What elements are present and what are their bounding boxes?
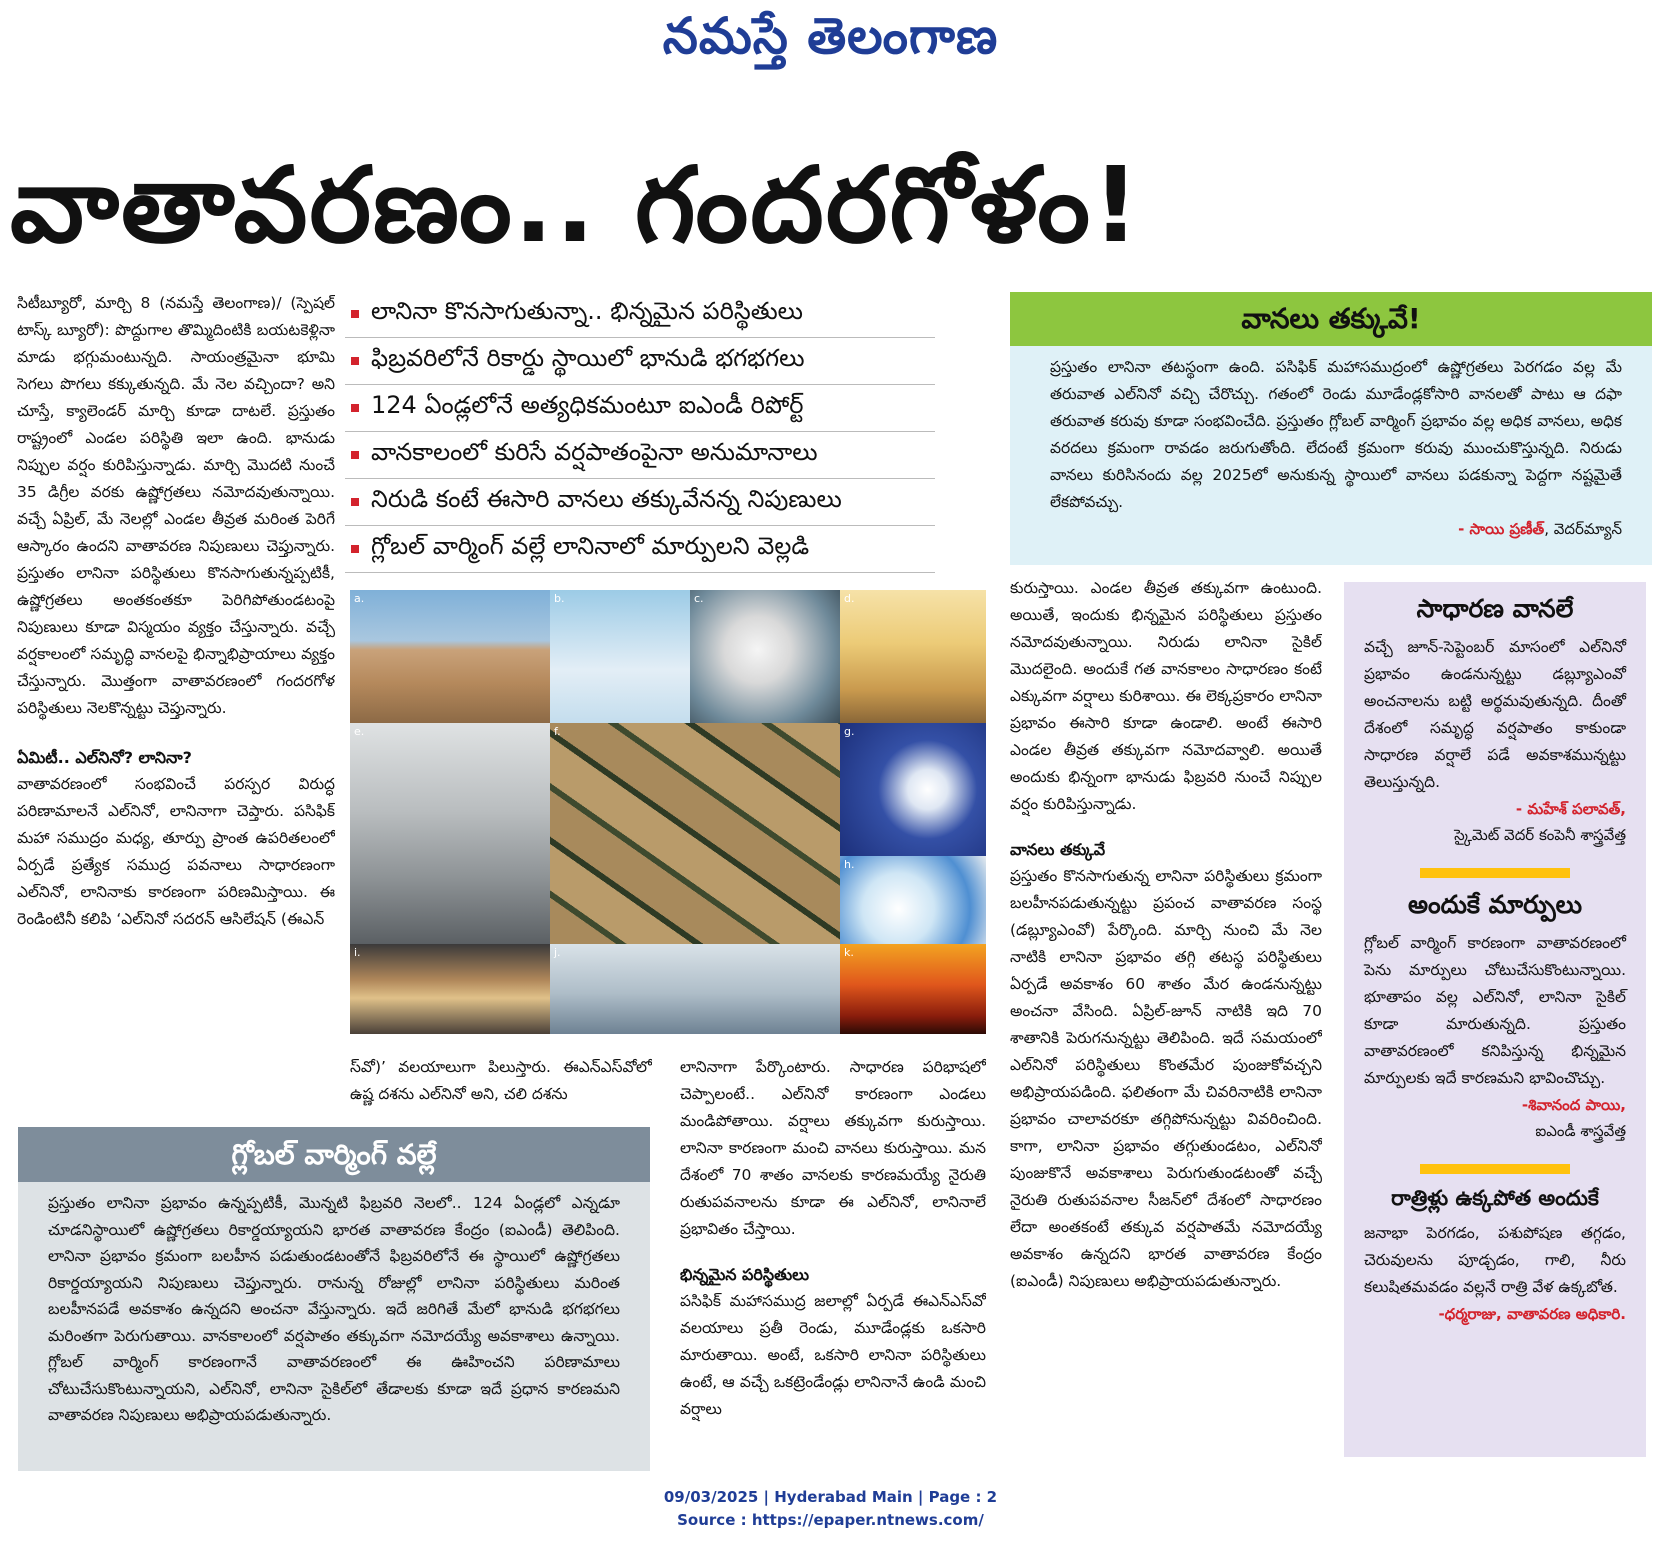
bullet-item: గ్లోబల్ వార్మింగ్ వల్లే లానినాలో మార్పులని వెల్లడి	[345, 526, 935, 573]
quote-byline: - మహేశ్ పలావత్, స్కైమెట్ వెదర్ కంపెనీ శాస్త్రవేత్త	[1454, 800, 1626, 844]
bullet-square-icon	[351, 404, 359, 412]
bullet-item: వానకాలంలో కురిసే వర్షపాతంపైనా అనుమానాలు	[345, 432, 935, 479]
flooded-fields-photo: f.	[550, 723, 840, 944]
byline: - సాయి ప్రణీత్, వెదర్‌మ్యాన్	[1458, 520, 1622, 538]
box-text: ప్రస్తుతం లానినా తటస్థంగా ఉంది. పసిఫిక్ మహాసముద్రంలో ఉష్ణోగ్రతలు పెరగడం వల్ల మే తరువాత ఎల్‌నినో వచ్చి చేరొచ్చు. గతంలో రెండు మూడేండ్లకోసారి వానలతో పాటు ఆ దఫా తరువాత కరువు కూడా సంభవించేది. ప్రస్తుతం గ్లోబల్ వార్మింగ్ ప్రభావం వల్ల అధిక వానలు, అధిక వరదలు క్రమంగా రావడం జరుగుతోంది. లేదంటే క్రమంగా కరువు ముంచుకొస్తున్నది. నిరుడు వానలు కురిసినందు వల్ల 2025లో అనుకున్న స్థాయిలో వానలు పడకున్నా పెద్దగా నష్టమైతే లేకపోవచ్చు. - సాయి ప్రణీత్, వెదర్‌మ్యాన్	[1010, 346, 1652, 543]
article-paragraph: పసిఫిక్ మహాసముద్ర జలాల్లో ఏర్పడే ఈఎన్‌ఎస్‌వో వలయాలు ప్రతీ రెండు, మూడేండ్లకు ఒకసారి మారుతాయి. అంటే, ఒకసారి లానినా పరిస్థితులు ఉంటే, ఆ వచ్చే ఒకట్రెండేండ్లు లానినానే ఉండి మంచి వర్షాలు	[680, 1292, 986, 1418]
bullet-square-icon	[351, 310, 359, 318]
page-footer-source: Source : https://epaper.ntnews.com/	[677, 1511, 984, 1529]
quote-byline: -శివానంద పాయి, ఐఎండీ శాస్త్రవేత్త	[1521, 1096, 1626, 1140]
wildfire-photo: k.	[840, 944, 986, 1034]
sidebar-box-less-rains	[1010, 292, 1652, 565]
hailstones-photo: c.	[690, 590, 840, 723]
newspaper-masthead: నమస్తే తెలంగాణ	[662, 6, 999, 65]
earth-globe-map: h.	[840, 856, 986, 944]
drought-photo: a.	[350, 590, 550, 723]
article-column-4	[1010, 575, 1322, 1470]
article-paragraph: వాతావరణంలో సంభవించే పరస్పర విరుద్ధ పరిణామాలనే ఎల్‌నినో, లానినాగా చెప్తారు. పసిఫిక్ మహా సముద్రం మధ్య, తూర్పు ప్రాంత ఉపరితలంలో ఏర్పడే ప్రత్యేక సముద్ర పవనాలు సాధారణంగా ఎల్‌నినో, లానినాకు కారణంగా పరిణమిస్తాయి. ఈ రెండింటినీ కలిపి ‘ఎల్‌నినో సదరన్ ఆసిలేషన్ (ఈఎన్	[17, 775, 335, 928]
quote-title: అందుకే మార్పులు	[1407, 890, 1583, 919]
hurricane-satellite-photo: g.	[840, 723, 986, 856]
article-column-1	[17, 290, 335, 1112]
article-paragraph: స్‌వో)’ వలయాలుగా పిలుస్తారు. ఈఎన్‌ఎస్‌వోలో ఉష్ణ దశను ఎల్‌నినో అని, చలి దశను	[350, 1058, 652, 1103]
box-title: గ్లోబల్ వార్మింగ్ వల్లే	[18, 1127, 650, 1182]
bullet-square-icon	[351, 545, 359, 553]
article-paragraph: లానినాగా పేర్కొంటారు. సాధారణ పరిభాషలో చెప్పాలంటే.. ఎల్‌నినో కారణంగా ఎండలు మండిపోతాయి. వర్షాలు తక్కువగా కురుస్తాయి. లానినా కారణంగా మంచి వానలు కురుస్తాయి. మన దేశంలో 70 శాతం వానలకు కారణమయ్యే నైరుతి రుతుపవనాలను కూడా ఈ ఎల్‌నినో, లానినాలే ప్రభావితం చేస్తాయి.	[680, 1058, 986, 1238]
article-column-3	[680, 1054, 986, 1466]
lightning-storm-photo: i.	[350, 944, 550, 1034]
quote-title: సాధారణ వానలే	[1416, 594, 1574, 623]
bullet-square-icon	[351, 451, 359, 459]
subhead-elnino-lanina: ఏమిటీ.. ఎల్‌నినో? లానినా?	[17, 748, 192, 767]
tornado-photo: j.	[550, 944, 840, 1034]
quote-text: వచ్చే జూన్-సెప్టెంబర్ మాసంలో ఎల్‌నినో ప్రభావం ఉండనున్నట్టు డబ్ల్యూఎంవో అంచనాలను బట్టి అర్థమవుతున్నది. దీంతో దేశంలో సమృద్ధ వర్షపాతం కాకుండా సాధారణ వర్షాలే పడే అవకాశమున్నట్టు తెలుస్తున్నది.	[1364, 638, 1626, 791]
bullet-square-icon	[351, 357, 359, 365]
article-column-2	[350, 1054, 652, 1114]
expert-quotes-box	[1344, 582, 1646, 1457]
snow-landscape-photo: b.	[550, 590, 690, 856]
heat-city-photo: d.	[840, 590, 986, 723]
bullet-item: లానినా కొనసాగుతున్నా.. భిన్నమైన పరిస్థితులు	[345, 291, 935, 338]
yellow-divider	[1420, 868, 1570, 878]
bullet-item: 124 ఏండ్లలోనే అత్యధికమంటూ ఐఎండీ రిపోర్ట్	[345, 385, 935, 432]
highlight-bullets	[345, 291, 935, 573]
bullet-item: ఫిబ్రవరిలోనే రికార్డు స్థాయిలో భానుడి భగభగలు	[345, 338, 935, 385]
bullet-item: నిరుడి కంటే ఈసారి వానలు తక్కువేనన్న నిపుణులు	[345, 479, 935, 526]
climate-photo-collage	[350, 590, 986, 1034]
box-text: ప్రస్తుతం లానినా ప్రభావం ఉన్నప్పటికీ, మొన్నటి ఫిబ్రవరి నెలలో.. 124 ఏండ్లలో ఎన్నడూ చూడనిస్థాయిలో ఉష్ణోగ్రతలు రికార్డయ్యాయని భారత వాతావరణ కేంద్రం (ఐఎండీ) తెలిపింది. లానినా ప్రభావం క్రమంగా బలహీన పడుతుండటంతోనే ఫిబ్రవరిలోనే ఈ స్థాయిలో ఉష్ణోగ్రతలు రికార్డయ్యాయని నిపుణులు చెప్తున్నారు. రానున్న రోజుల్లో లానినా పరిస్థితులు మరింత బలహీనపడే అవకాశం ఉన్నదని అంచనా వేస్తున్నారు. ఇదే జరిగితే మేలో భానుడి భగభగలు మరింతగా పెరుగుతాయి. వానకాలంలో వర్షపాతం తక్కువగా నమోదయ్యే అవకాశాలు ఉన్నాయి. గ్లోబల్ వార్మింగ్ కారణంగానే వాతావరణంలో ఈ ఊహించని పరిణామాలు చోటుచేసుకొంటున్నాయని, ఎల్‌నినో, లానినా సైకిల్‌లో తేడాలకు కూడా ఇదే ప్రధాన కారణమని వాతావరణ నిపుణులు అభిప్రాయపడుతున్నారు.	[48, 1194, 620, 1424]
quote-text: గ్లోబల్ వార్మింగ్ కారణంగా వాతావరణంలో పెను మార్పులు చోటుచేసుకొంటున్నాయి. భూతాపం వల్ల ఎల్‌నినో, లానినా సైకిల్ కూడా మారుతున్నది. ప్రస్తుతం వాతావరణంలో కనిపిస్తున్న భిన్నమైన మార్పులకు ఇదే కారణమని భావించొచ్చు.	[1364, 934, 1626, 1087]
yellow-divider	[1420, 1164, 1570, 1174]
quote-title: రాత్రిళ్లు ఉక్కపోత అందుకే	[1391, 1186, 1599, 1210]
global-warming-box	[18, 1127, 650, 1471]
subhead-different-conditions: భిన్నమైన పరిస్థితులు	[680, 1265, 810, 1284]
page-headline: వాతావరణం.. గందరగోళం!	[10, 144, 1142, 266]
bullet-square-icon	[351, 498, 359, 506]
quote-byline: -ధర్మరాజు, వాతావరణ అధికారి.	[1438, 1305, 1626, 1323]
quote-text: జనాభా పెరగడం, పశుపోషణ తగ్గడం, చెరువులను పూడ్చడం, గాలి, నీరు కలుషితమవడం వల్లనే రాత్రి వేళ ఉక్కబోత.	[1364, 1224, 1626, 1296]
page-footer-date: 09/03/2025 | Hyderabad Main | Page : 2	[663, 1488, 998, 1506]
cracked-road-photo: e.	[350, 723, 550, 944]
subhead-less-rains: వానలు తక్కువే	[1010, 840, 1106, 859]
box-title: వానలు తక్కువే!	[1010, 292, 1652, 346]
article-paragraph: ప్రస్తుతం కొనసాగుతున్న లానినా పరిస్థితులు క్రమంగా బలహీనపడుతున్నట్టు ప్రపంచ వాతావరణ సంస్థ (డబ్ల్యూఎంవో) పేర్కొంది. మార్చి నుంచి మే నెల నాటికి లానినా ప్రభావం తగ్గి తటస్థ పరిస్థితులు ఏర్పడే అవకాశం 60 శాతం మేర ఉండనున్నట్టు అంచనా వేసింది. ఏప్రిల్-జూన్ నాటికి ఇది 70 శాతానికి పెరుగనున్నట్టు తెలిపింది. ఇదే సమయంలో ఎల్‌నినో పరిస్థితులు కొంతమేర పుంజుకోవచ్చని అభిప్రాయపడింది. ఫలితంగా మే చివరినాటికి లానినా ప్రభావం చాలావరకూ తగ్గిపోనున్నట్టు వివరించింది. కాగా, లానినా ప్రభావం తగ్గుతుండటం, ఎల్‌నినో పుంజుకొనే అవకాశాలు పెరుగుతుండటంతో వచ్చే నైరుతి రుతుపవనాల సీజన్‌లో దేశంలో సాధారణం లేదా అంతకంటే తక్కువ వర్షపాతమే నమోదయ్యే అవకాశం ఉన్నదని భారత వాతావరణ కేంద్రం (ఐఎండీ) నిపుణులు అభిప్రాయపడుతున్నారు.	[1010, 867, 1322, 1290]
article-intro: సిటీబ్యూరో, మార్చి 8 (నమస్తే తెలంగాణ)/ (స్పెషల్ టాస్క్ బ్యూరో): పొద్దుగాల తొమ్మిదింటికి బయటకెళ్లినా మాడు భగ్గుమంటున్నది. సాయంత్రమైనా భూమి సెగలు పొగలు కక్కుతున్నది. మే నెల వచ్చిందా? అని చూస్తే, క్యాలెండర్ మార్చి కూడా దాటలే. ప్రస్తుతం రాష్ట్రంలో ఎండల పరిస్థితి ఇలా ఉంది. భానుడు నిప్పుల వర్షం కురిపిస్తున్నాడు. మార్చి మొదటి నుంచే 35 డిగ్రీల వరకు ఉష్ణోగ్రతలు నమోదవుతున్నాయి. వచ్చే ఏప్రిల్, మే నెలల్లో ఎండల తీవ్రత మరింత పెరిగే ఆస్కారం ఉందని వాతావరణ నిపుణులు చెప్తున్నారు. ప్రస్తుతం లానినా పరిస్థితులు కొనసాగుతున్నప్పటికీ, ఉష్ణోగ్రతలు అంతకంతకూ పెరిగిపోతుండటంపై నిపుణులు కూడా విస్మయం వ్యక్తం చేస్తున్నారు. వచ్చే వర్షకాలంలో సమృద్ధి వానలపై భిన్నాభిప్రాయాలు వ్యక్తం చేస్తున్నారు. మొత్తంగా వాతావరణంలో గందరగోళ పరిస్థితులు నెలకొన్నట్టు చెప్తున్నారు.	[17, 294, 335, 717]
article-paragraph: కురుస్తాయి. ఎండల తీవ్రత తక్కువగా ఉంటుంది. అయితే, ఇందుకు భిన్నమైన పరిస్థితులు ప్రస్తుతం నమోదవుతున్నాయి. నిరుడు లానినా సైకిల్ మొదలైంది. అందుకే గత వానకాలం సాధారణం కంటే ఎక్కువగా వర్షాలు కురిశాయి. ఈ లెక్కప్రకారం లానినా ప్రభావం ఈసారి కూడా ఉండాలి. అంటే ఈసారి ఎండల తీవ్రత తక్కువగా నమోదవ్వాలి. అయితే అందుకు భిన్నంగా భానుడు ఫిబ్రవరి నుంచే నిప్పుల వర్షం కురిపిస్తున్నాడు.	[1010, 579, 1322, 813]
